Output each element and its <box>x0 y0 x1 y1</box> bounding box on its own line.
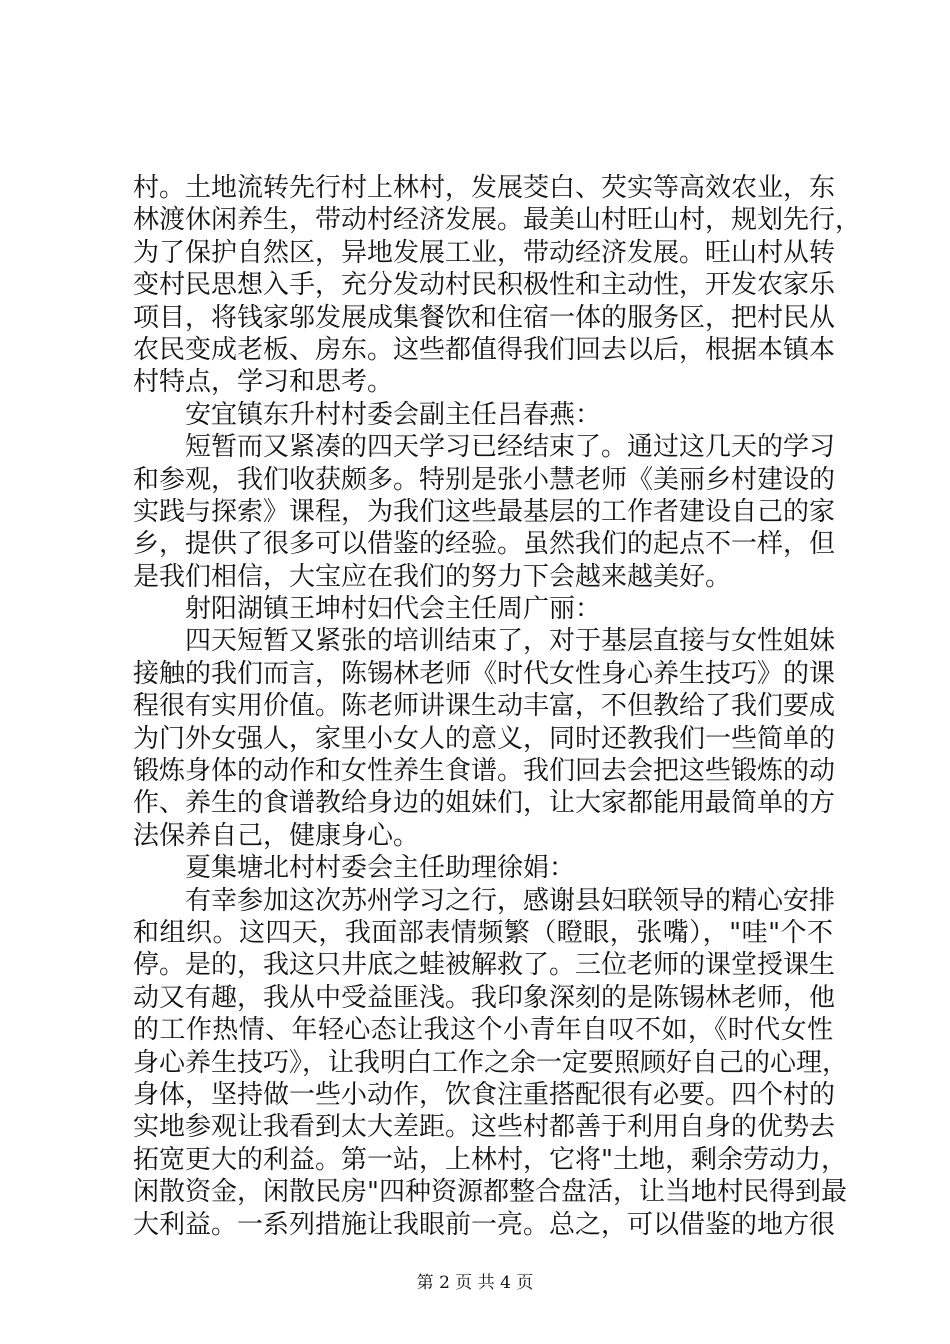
text-line: 林渡休闲养生，带动村经济发展。最美山村旺山村，规划先行， <box>133 205 862 236</box>
text-line: 和组织。这四天，我面部表情频繁（瞪眼，张嘴），"哇"个不 <box>133 917 833 948</box>
text-line: 和参观，我们收获颇多。特别是张小慧老师《美丽乡村建设的 <box>133 464 836 495</box>
text-line: 的工作热情、年轻心态让我这个小青年自叹不如，《时代女性 <box>133 1015 833 1046</box>
text-line: 程很有实用价值。陈老师讲课生动丰富，不但教给了我们要成 <box>133 691 836 722</box>
text-line: 是我们相信，大宝应在我们的努力下会越来越美好。 <box>133 561 732 592</box>
text-line: 项目，将钱家邬发展成集餐饮和住宿一体的服务区，把村民从 <box>133 302 836 333</box>
text-line: 法保养自己，健康身心。 <box>133 820 420 851</box>
text-line: 农民变成老板、房东。这些都值得我们回去以后，根据本镇本 <box>133 334 836 365</box>
text-line: 锻炼身体的动作和女性养生食谱。我们回去会把这些锻炼的动 <box>133 756 836 787</box>
text-line: 作、养生的食谱教给身边的姐妹们，让大家都能用最简单的方 <box>133 788 836 819</box>
text-line: 村特点，学习和思考。 <box>133 367 394 398</box>
text-line: 闲散资金，闲散民房"四种资源都整合盘活，让当地村民得到最 <box>133 1177 847 1208</box>
text-line: 乡，提供了很多可以借鉴的经验。虽然我们的起点不一样，但 <box>133 529 836 560</box>
text-line: 安宜镇东升村村委会副主任吕春燕： <box>185 399 602 430</box>
text-line: 停。是的，我这只井底之蛙被解救了。三位老师的课堂授课生 <box>133 950 836 981</box>
text-line: 实地参观让我看到太大差距。这些村都善于利用自身的优势去 <box>133 1112 836 1143</box>
text-line: 射阳湖镇王坤村妇代会主任周广丽： <box>185 594 602 625</box>
text-line: 拓宽更大的利益。第一站，上林村，它将"土地，剩余劳动力， <box>133 1144 847 1175</box>
text-line: 为了保护自然区，异地发展工业，带动经济发展。旺山村从转 <box>133 237 836 268</box>
text-line: 村。土地流转先行村上林村，发展茭白、芡实等高效农业，东 <box>133 173 836 203</box>
document-body <box>133 172 862 1241</box>
text-line: 短暂而又紧凑的四天学习已经结束了。通过这几天的学习 <box>185 432 836 463</box>
text-line: 大利益。一系列措施让我眼前一亮。总之，可以借鉴的地方很 <box>133 1209 836 1240</box>
text-line: 实践与探索》课程，为我们这些最基层的工作者建设自己的家 <box>133 496 836 527</box>
text-line: 身心养生技巧》，让我明白工作之余一定要照顾好自己的心理， <box>133 1047 849 1078</box>
text-line: 四天短暂又紧张的培训结束了，对于基层直接与女性姐妹 <box>185 626 836 657</box>
text-line: 为门外女强人，家里小女人的意义，同时还教我们一些简单的 <box>133 723 836 754</box>
text-line: 有幸参加这次苏州学习之行，感谢县妇联领导的精心安排 <box>185 885 836 916</box>
text-line: 接触的我们而言，陈锡林老师《时代女性身心养生技巧》的课 <box>133 658 836 689</box>
text-line: 身体，坚持做一些小动作，饮食注重搭配很有必要。四个村的 <box>133 1079 836 1110</box>
text-line: 夏集塘北村村委会主任助理徐娟： <box>185 853 576 884</box>
text-line: 动又有趣，我从中受益匪浅。我印象深刻的是陈锡林老师，他 <box>133 982 836 1013</box>
text-line: 变村民思想入手，充分发动村民积极性和主动性，开发农家乐 <box>133 270 836 301</box>
page-footer: 第 2 页 共 4 页 <box>416 1273 534 1293</box>
